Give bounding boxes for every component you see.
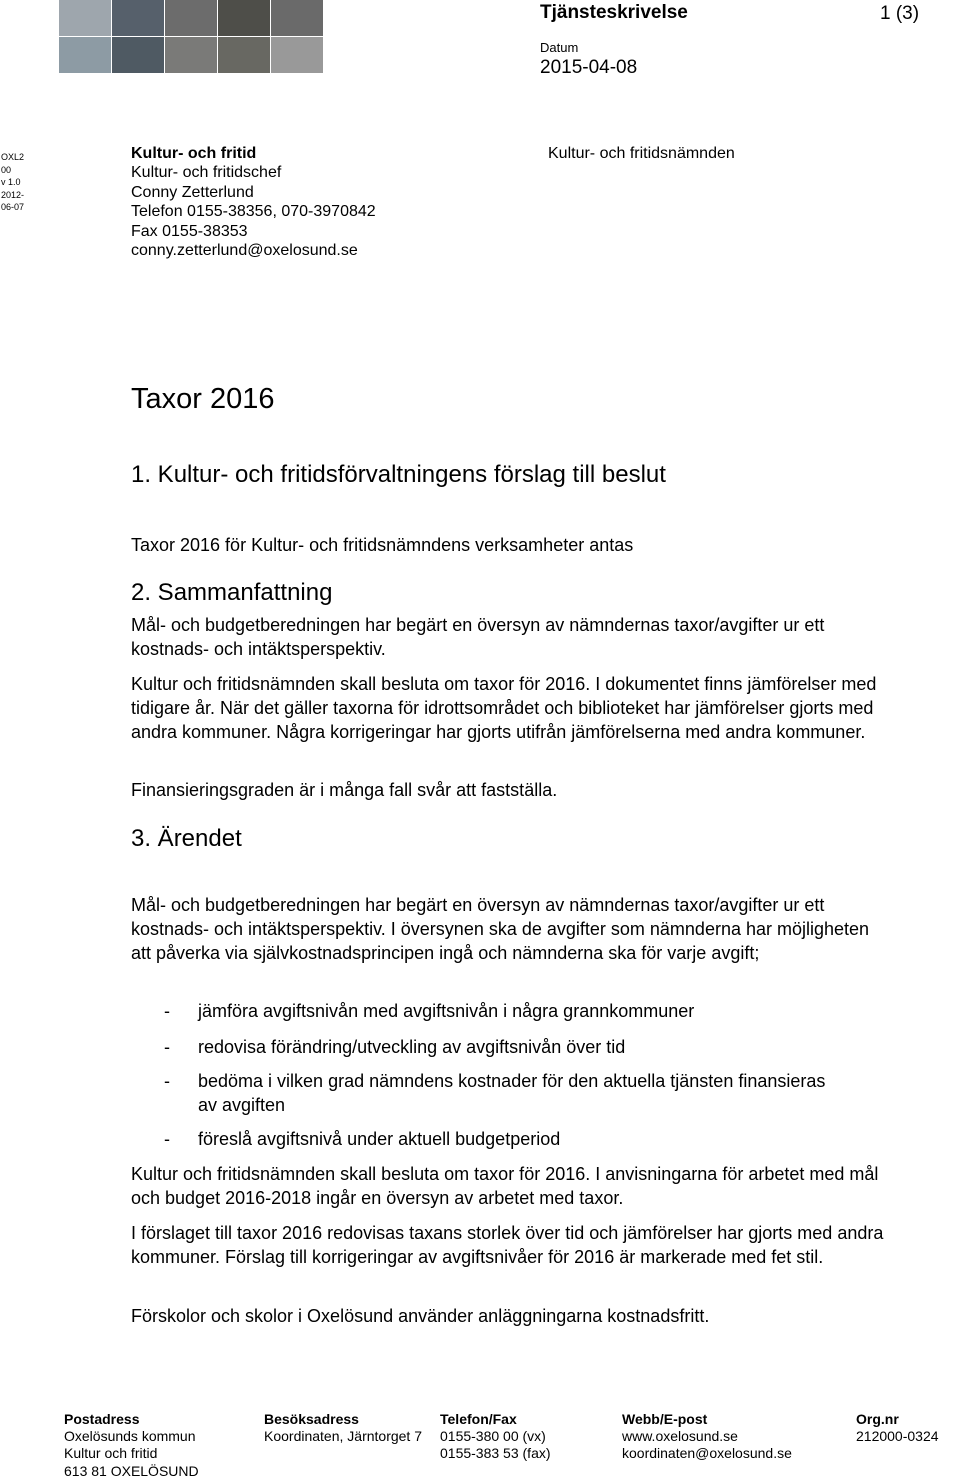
page-number: 1 (3) — [880, 3, 920, 24]
section-2-paragraph: Mål- och budgetberedningen har begärt en översyn av nämndernas taxor/avgifter ur ett kostnads- och intäktsperspektiv. — [131, 615, 825, 659]
sender-phone: Telefon 0155-38356, 070-3970842 — [131, 203, 376, 221]
footer-website-link[interactable]: www.oxelosund.se — [622, 1428, 738, 1445]
footer-value: 212000-0324 — [856, 1428, 939, 1445]
footer-label: Besöksadress — [264, 1411, 359, 1427]
footer-value: Koordinaten, Järntorget 7 — [264, 1428, 422, 1445]
footer-webb — [622, 1411, 792, 1463]
bullet-dash: - — [164, 1001, 170, 1021]
section-2-paragraph: Finansieringsgraden är i många fall svår att fastställa. — [131, 780, 558, 800]
logo-tile — [165, 0, 217, 36]
footer-value: 0155-380 00 (vx) — [440, 1428, 546, 1445]
list-item-text: jämföra avgiftsnivån med avgiftsnivån i några grannkommuner — [198, 1001, 695, 1021]
bullet-dash: - — [164, 1071, 170, 1091]
section-3-paragraph: Kultur och fritidsnämnden skall besluta om taxor för 2016. I anvisningarna för arbetet med mål och budget 2016-2018 ingår en översyn av arbetet med taxor. — [131, 1164, 879, 1208]
document-type: Tjänsteskrivelse — [540, 2, 688, 23]
date-value: 2015-04-08 — [540, 57, 638, 78]
list-item-text: redovisa förändring/utveckling av avgiftsnivån över tid — [198, 1037, 626, 1057]
section-2-paragraph: Kultur och fritidsnämnden skall besluta om taxor för 2016. I dokumentet finns jämförelser med tidigare år. När det gäller taxorna för idrottsområdet och biblioteket har jämförelser gjorts med andra kommuner. Några korrigeringar har gjorts utifrån jämförelserna med andra kommuner. — [131, 674, 877, 742]
document-title: Taxor 2016 — [131, 383, 275, 415]
template-code-line: v 1.0 — [1, 177, 21, 187]
section-1-text: Taxor 2016 för Kultur- och fritidsnämndens verksamheter antas — [131, 535, 634, 555]
section-1-heading: 1. Kultur- och fritidsförvaltningens förslag till beslut — [131, 461, 666, 488]
logo-tile — [59, 37, 111, 73]
logo-tile — [112, 37, 164, 73]
sender-role: Kultur- och fritidschef — [131, 164, 282, 182]
sender-name: Conny Zetterlund — [131, 183, 254, 201]
section-2-heading: 2. Sammanfattning — [131, 579, 333, 606]
municipality-logo — [59, 0, 322, 73]
footer-label: Org.nr — [856, 1411, 899, 1427]
list-item-text: bedöma i vilken grad nämndens kostnader för den aktuella tjänsten finansieras av avgiften — [198, 1071, 826, 1115]
bullet-dash: - — [164, 1037, 170, 1057]
footer-label: Postadress — [64, 1411, 140, 1427]
section-3-paragraph: I förslaget till taxor 2016 redovisas taxans storlek över tid och jämförelser har gjorts med andra kommuner. Förslag till korrigeringar av avgiftsnivåer för 2016 är markerade med fet stil. — [131, 1223, 884, 1267]
footer-orgnr — [856, 1411, 939, 1445]
template-code — [1, 151, 24, 214]
footer-label: Telefon/Fax — [440, 1411, 517, 1427]
section-3-heading: 3. Ärendet — [131, 825, 242, 852]
template-code-line: 2012- — [1, 189, 25, 200]
footer-value: 613 81 OXELÖSUND — [64, 1462, 199, 1479]
sender-email[interactable]: conny.zetterlund@oxelosund.se — [131, 242, 358, 260]
template-code-line: OXL2 — [1, 152, 25, 162]
footer-label: Webb/E-post — [622, 1411, 708, 1427]
footer-telefon — [440, 1411, 551, 1463]
footer-postadress — [64, 1411, 199, 1480]
section-3-paragraph: Mål- och budgetberedningen har begärt en översyn av nämndernas taxor/avgifter ur ett kostnads- och intäktsperspektiv. I översynen ska de avgifter som nämnderna har möjligheten att påverka via självkostnadsprincipen ingå och nämnderna ska för varje avgift; — [131, 895, 870, 963]
footer-email-link[interactable]: koordinaten@oxelosund.se — [622, 1445, 792, 1462]
template-code-line: 00 — [1, 164, 12, 175]
bullet-dash: - — [164, 1129, 170, 1149]
sender-block — [131, 144, 376, 260]
logo-tile — [271, 0, 323, 36]
list-item-text: föreslå avgiftsnivå under aktuell budgetperiod — [198, 1129, 561, 1149]
footer-value: Oxelösunds kommun — [64, 1428, 196, 1445]
recipient: Kultur- och fritidsnämnden — [548, 145, 735, 162]
logo-tile — [218, 0, 270, 36]
logo-tile — [112, 0, 164, 36]
sender-fax: Fax 0155-38353 — [131, 222, 248, 240]
footer-value: Kultur och fritid — [64, 1445, 158, 1462]
template-code-line: 06-07 — [1, 202, 25, 212]
logo-tile — [271, 37, 323, 73]
footer-value: 0155-383 53 (fax) — [440, 1445, 551, 1462]
logo-tile — [165, 37, 217, 73]
logo-tile — [218, 37, 270, 73]
logo-tile — [59, 0, 111, 36]
sender-department: Kultur- och fritid — [131, 145, 257, 162]
section-3-paragraph: Förskolor och skolor i Oxelösund använder anläggningarna kostnadsfritt. — [131, 1306, 710, 1326]
date-label: Datum — [540, 40, 579, 55]
footer-besoksadress — [264, 1411, 422, 1445]
